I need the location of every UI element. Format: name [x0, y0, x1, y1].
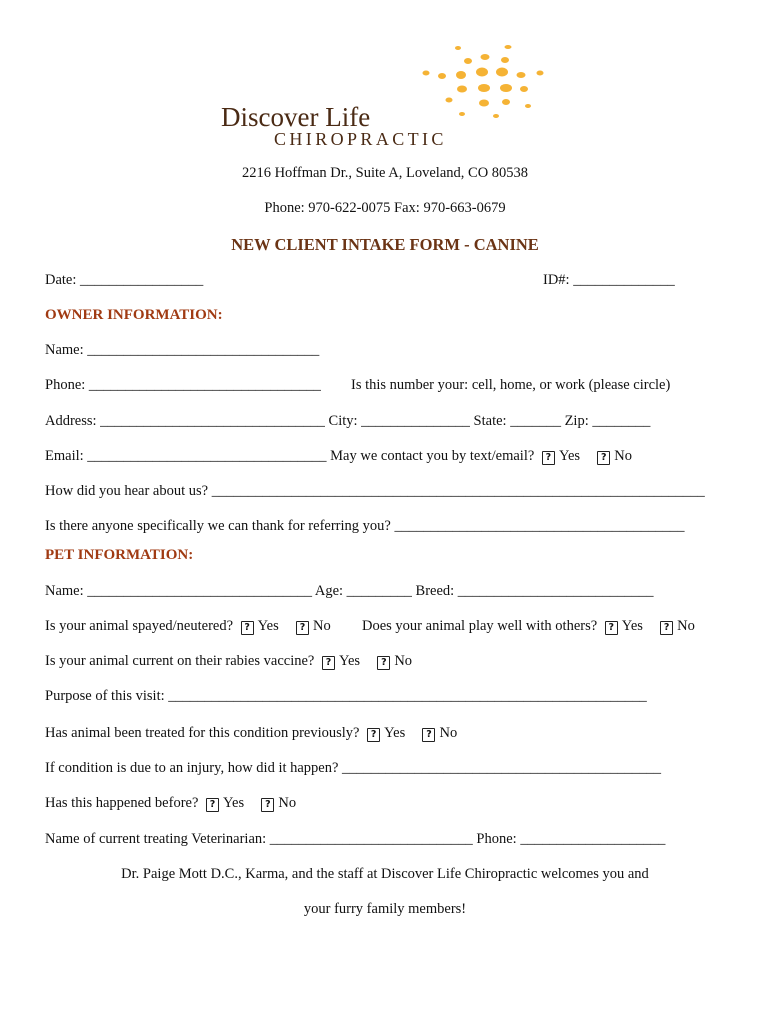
clinic-address: 2216 Hoffman Dr., Suite A, Loveland, CO 80538 — [241, 165, 529, 181]
before-no-label: No — [278, 795, 297, 811]
owner-section-heading: OWNER INFORMATION: — [45, 307, 223, 323]
contact-no-label: No — [614, 448, 633, 464]
treated-yes-checkbox[interactable]: ? — [367, 728, 380, 742]
before-yes-checkbox[interactable]: ? — [206, 798, 219, 812]
welcome-line-1: Dr. Paige Mott D.C., Karma, and the staff at Discover Life Chiropractic welcomes you and — [121, 866, 649, 882]
visit-purpose-field[interactable]: Purpose of this visit: __________________________________________________________________ — [45, 688, 647, 704]
referrer-thanks-field[interactable]: Is there anyone specifically we can thank for referring you? ________________________________________ — [45, 518, 685, 534]
contact-yes-label: Yes — [558, 448, 581, 464]
play-no-label: No — [677, 618, 695, 634]
id-field[interactable]: ID#: ______________ — [543, 272, 675, 288]
sun-burst-icon — [414, 40, 558, 120]
owner-email-field[interactable]: Email: _________________________________ May we contact you by text/email? — [45, 448, 535, 464]
referral-source-field[interactable]: How did you hear about us? ____________________________________________________________________ — [45, 483, 705, 499]
pet-name-age-breed-field[interactable]: Name: _______________________________ Age: _________ Breed: ___________________________ — [45, 583, 654, 599]
logo-name: Discover Life — [221, 102, 371, 132]
welcome-line-2: your furry family members! — [303, 901, 467, 917]
treated-no-checkbox[interactable]: ? — [422, 728, 435, 742]
rabies-yes-label: Yes — [338, 653, 361, 669]
spayed-yes-label: Yes — [257, 618, 279, 634]
injury-description-field[interactable]: If condition is due to an injury, how did it happen? ____________________________________________ — [45, 760, 662, 776]
treated-yes-label: Yes — [384, 725, 406, 741]
before-question-row — [45, 795, 296, 812]
before-yes-label: Yes — [223, 795, 245, 811]
contact-yes-checkbox[interactable]: ? — [542, 451, 555, 465]
before-no-checkbox[interactable]: ? — [261, 798, 274, 812]
date-field[interactable]: Date: _________________ — [45, 272, 204, 288]
rabies-no-label: No — [394, 653, 413, 669]
owner-phone-field[interactable]: Phone: ________________________________ — [45, 377, 321, 393]
spayed-no-label: No — [313, 618, 331, 634]
treated-question-row — [45, 725, 457, 742]
rabies-no-checkbox[interactable]: ? — [377, 656, 390, 670]
clinic-logo — [218, 40, 558, 150]
rabies-question: Is your animal current on their rabies vaccine? — [45, 653, 315, 669]
play-question-row — [362, 618, 695, 635]
play-question: Does your animal play well with others? — [362, 618, 598, 634]
contact-no-checkbox[interactable]: ? — [597, 451, 610, 465]
before-question: Has this happened before? — [45, 795, 199, 811]
spayed-no-checkbox[interactable]: ? — [296, 621, 309, 635]
spayed-question-row — [45, 618, 331, 635]
owner-name-field[interactable]: Name: ________________________________ — [45, 342, 320, 358]
treated-no-label: No — [439, 725, 458, 741]
pet-section-heading: PET INFORMATION: — [45, 547, 194, 563]
play-no-checkbox[interactable]: ? — [660, 621, 673, 635]
veterinarian-field[interactable]: Name of current treating Veterinarian: ____________________________ Phone: ____________________ — [45, 831, 666, 847]
spayed-yes-checkbox[interactable]: ? — [241, 621, 254, 635]
play-yes-label: Yes — [621, 618, 643, 634]
owner-address-field[interactable]: Address: _______________________________ City: _______________ State: _______ Zip: ________ — [45, 413, 651, 429]
logo-subtitle: CHIROPRACTIC — [274, 129, 447, 149]
treated-question: Has animal been treated for this condition previously? — [45, 725, 360, 741]
play-yes-checkbox[interactable]: ? — [605, 621, 618, 635]
phone-type-question: Is this number your: cell, home, or work (please circle) — [351, 377, 671, 393]
form-title: NEW CLIENT INTAKE FORM - CANINE — [231, 235, 539, 254]
spayed-question: Is your animal spayed/neutered? — [45, 618, 234, 634]
clinic-phone-fax: Phone: 970-622-0075 Fax: 970-663-0679 — [264, 200, 506, 216]
rabies-yes-checkbox[interactable]: ? — [322, 656, 335, 670]
email-contact-row — [45, 448, 632, 465]
rabies-question-row — [45, 653, 412, 670]
